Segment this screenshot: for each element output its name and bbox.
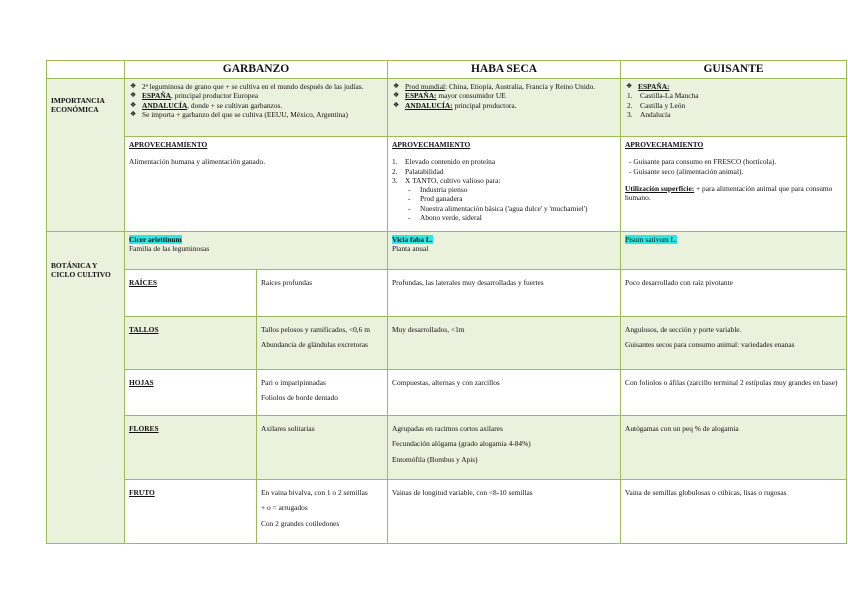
list-item: - Industria pienso bbox=[408, 185, 616, 194]
garbanzo-aprovechamiento-cell bbox=[125, 137, 388, 232]
haba-species-cell bbox=[388, 232, 621, 270]
list-item: - Prod ganadera bbox=[408, 194, 616, 203]
species-row bbox=[47, 232, 847, 270]
hojas-label: HOJAS bbox=[129, 378, 154, 387]
list-item: 3. X TANTO, cultivo valioso para: bbox=[392, 175, 501, 185]
haba-importancia-cell bbox=[388, 79, 621, 137]
header-haba-seca: HABA SECA bbox=[388, 61, 621, 79]
garbanzo-species-name: Cicer ariettinum bbox=[129, 235, 182, 244]
header-garbanzo: GARBANZO bbox=[125, 61, 388, 79]
aprovechamiento-title: APROVECHAMIENTO bbox=[625, 140, 704, 149]
utilizacion-superficie: Utilización superficie: + para alimentación animal que para consumo humano. bbox=[625, 183, 833, 203]
haba-planta-anual: Planta anual bbox=[392, 244, 429, 254]
haba-aprovechamiento-cell bbox=[388, 137, 621, 232]
botanica-label: BOTÁNICA Y CICLO CULTIVO bbox=[51, 261, 111, 280]
row-label-importancia bbox=[47, 79, 125, 232]
importancia-label: IMPORTANCIA ECONÓMICA bbox=[51, 96, 105, 115]
list-item: 1. Elevado contenido en proteína bbox=[392, 157, 496, 167]
tallos-label: TALLOS bbox=[129, 325, 159, 334]
table-row: RAÍCES Raíces profundas Profundas, las laterales muy desarrolladas y fuertes Poco desarrollado con raíz pivotante bbox=[47, 270, 847, 317]
haba-aprovechamiento-list bbox=[392, 157, 616, 185]
haba-species-name: Vicia faba L. bbox=[392, 235, 433, 244]
guisante-species-cell bbox=[621, 232, 847, 270]
garbanzo-importancia-cell bbox=[125, 79, 388, 137]
aprovechamiento-title: APROVECHAMIENTO bbox=[392, 140, 471, 149]
table-row: FLORES Axilares solitarias Agrupadas en racimos cortos axilares Fecundación alógama (grado alogamia 4-84%) Entomófila (Bombus y Apis) Autógamas con un peq % de alogamia bbox=[47, 416, 847, 480]
list-item: 1. Castilla-La Mancha bbox=[627, 91, 699, 101]
aprovechamiento-row bbox=[47, 137, 847, 232]
aprovechamiento-text: Alimentación humana y alimentación ganado. bbox=[129, 157, 266, 167]
list-item: ❖ Prod mundial: China, Etiopía, Australia, Francia y Reino Unido. bbox=[392, 82, 616, 91]
list-item: ❖ ESPAÑA: bbox=[625, 82, 842, 91]
list-item: - Abono verde, sideral bbox=[408, 213, 616, 222]
header-row bbox=[47, 61, 847, 79]
aprovechamiento-title: APROVECHAMIENTO bbox=[129, 140, 208, 149]
guisante-importancia-cell bbox=[621, 79, 847, 137]
guisante-regions-list bbox=[625, 91, 842, 119]
table-row: HOJAS Pari o imparipinnadas Foliolos de borde dentado Compuestas, alternas y con zarcillos Con foliolos o áfilas (zarcillo terminal 2 estípulas muy grandes en base) bbox=[47, 370, 847, 416]
list-item: ❖ ESPAÑA, principal productor Europea bbox=[129, 91, 383, 100]
list-item: 3. Andalucía bbox=[627, 109, 671, 119]
row-label-botanica bbox=[47, 232, 125, 544]
fruto-label: FRUTO bbox=[129, 488, 155, 497]
table-row: TALLOS Tallos pelosos y ramificados, <0,6 m Abundancia de glándulas excretoras Muy desarrollados, <1m Angulosos, de sección y porte variable. Guisantes secos para consumo animal: variedades enanas bbox=[47, 317, 847, 370]
list-item: 2. Palatabilidad bbox=[392, 166, 444, 176]
table-row: FRUTO En vaina bivalva, con 1 o 2 semillas + o = arrugados Con 2 grandes cotiledones Vainas de longitud variable, con <8-10 semillas Vaina de semillas globulosas o cúbicas, lisas o rugosas bbox=[47, 480, 847, 544]
header-guisante: GUISANTE bbox=[621, 61, 847, 79]
garbanzo-importancia-list bbox=[129, 82, 383, 119]
haba-uses-sublist bbox=[392, 185, 616, 222]
garbanzo-species-cell bbox=[125, 232, 388, 270]
list-item: - Nuestra alimentación básica ('agua dulce' y 'muchamiel') bbox=[408, 204, 616, 213]
list-item: ❖ ANDALUCÍA, donde + se cultivan garbanzos. bbox=[129, 101, 383, 110]
raices-label: RAÍCES bbox=[129, 278, 157, 287]
guisante-species-name: Pisum sativum L. bbox=[625, 235, 677, 244]
guisante-aprovechamiento-cell: APROVECHAMIENTO - Guisante para consumo en FRESCO (hortícola). - Guisante seco (alimentación animal). Utilización superficie: + para alimentación animal que para consumo humano. bbox=[621, 137, 847, 232]
list-item: ❖ Se importa + garbanzo del que se cultiva (EEUU, México, Argentina) bbox=[129, 110, 383, 119]
list-item: ❖ ANDALUCÍA: principal productora. bbox=[392, 101, 616, 110]
garbanzo-family: Familia de las leguminosas bbox=[129, 244, 210, 254]
list-item: ❖ 2ª leguminosa de grano que + se cultiva en el mundo después de las judías. bbox=[129, 82, 383, 91]
haba-importancia-list bbox=[392, 82, 616, 110]
legume-comparison-table bbox=[46, 60, 847, 544]
header-empty bbox=[47, 61, 125, 79]
list-item: ❖ ESPAÑA: mayor consumidor UE bbox=[392, 91, 616, 100]
list-item: 2. Castilla y León bbox=[627, 100, 686, 110]
flores-label: FLORES bbox=[129, 424, 159, 433]
importancia-row bbox=[47, 79, 847, 137]
